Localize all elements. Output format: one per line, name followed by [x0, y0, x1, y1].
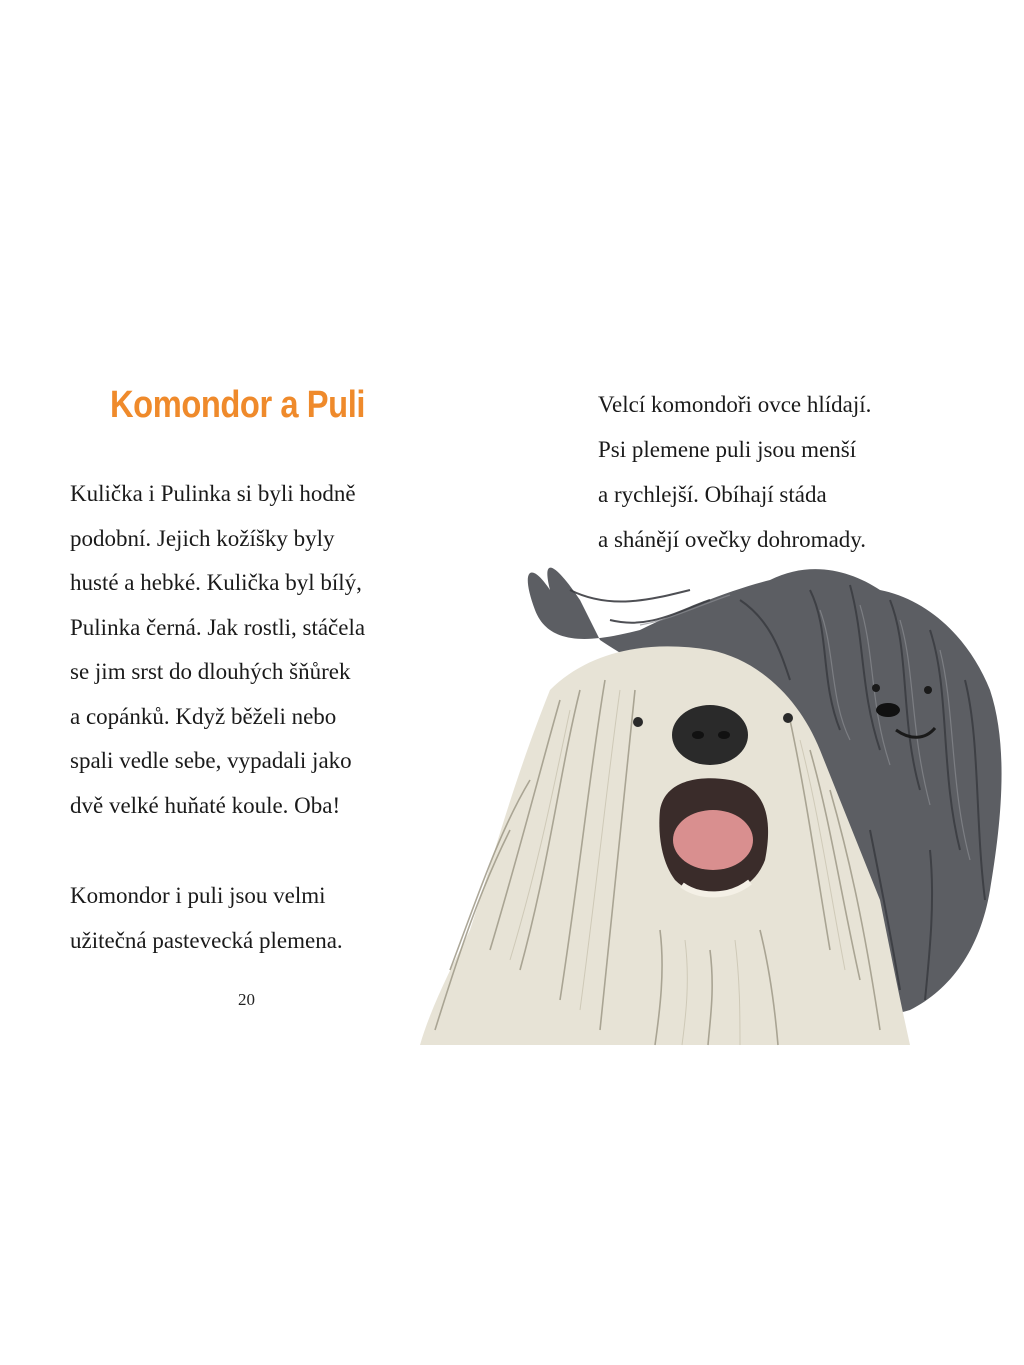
page-number: 20	[238, 990, 255, 1009]
body-paragraph-2: Komondor i puli jsou velmi užitečná pastevecká plemena.	[70, 883, 343, 953]
body-paragraph-1: Kulička i Pulinka si byli hodně podobní. Jejich kožíšky byly husté a hebké. Kulička byl bílý, Pulinka černá. Jak rostli, stáčela se jim srst do dlouhých šňůrek a copánků. Když běželi nebo spali vedle sebe, vypadali jako dvě velké huňaté koule. Oba!	[70, 481, 366, 818]
page-title: Komondor a Puli	[110, 384, 365, 426]
dogs-illustration	[410, 530, 1024, 1050]
right-page-text: Velcí komondoři ovce hlídají. Psi plemene puli jsou menší a rychlejší. Obíhají stáda a shánějí ovečky dohromady.	[598, 392, 872, 552]
